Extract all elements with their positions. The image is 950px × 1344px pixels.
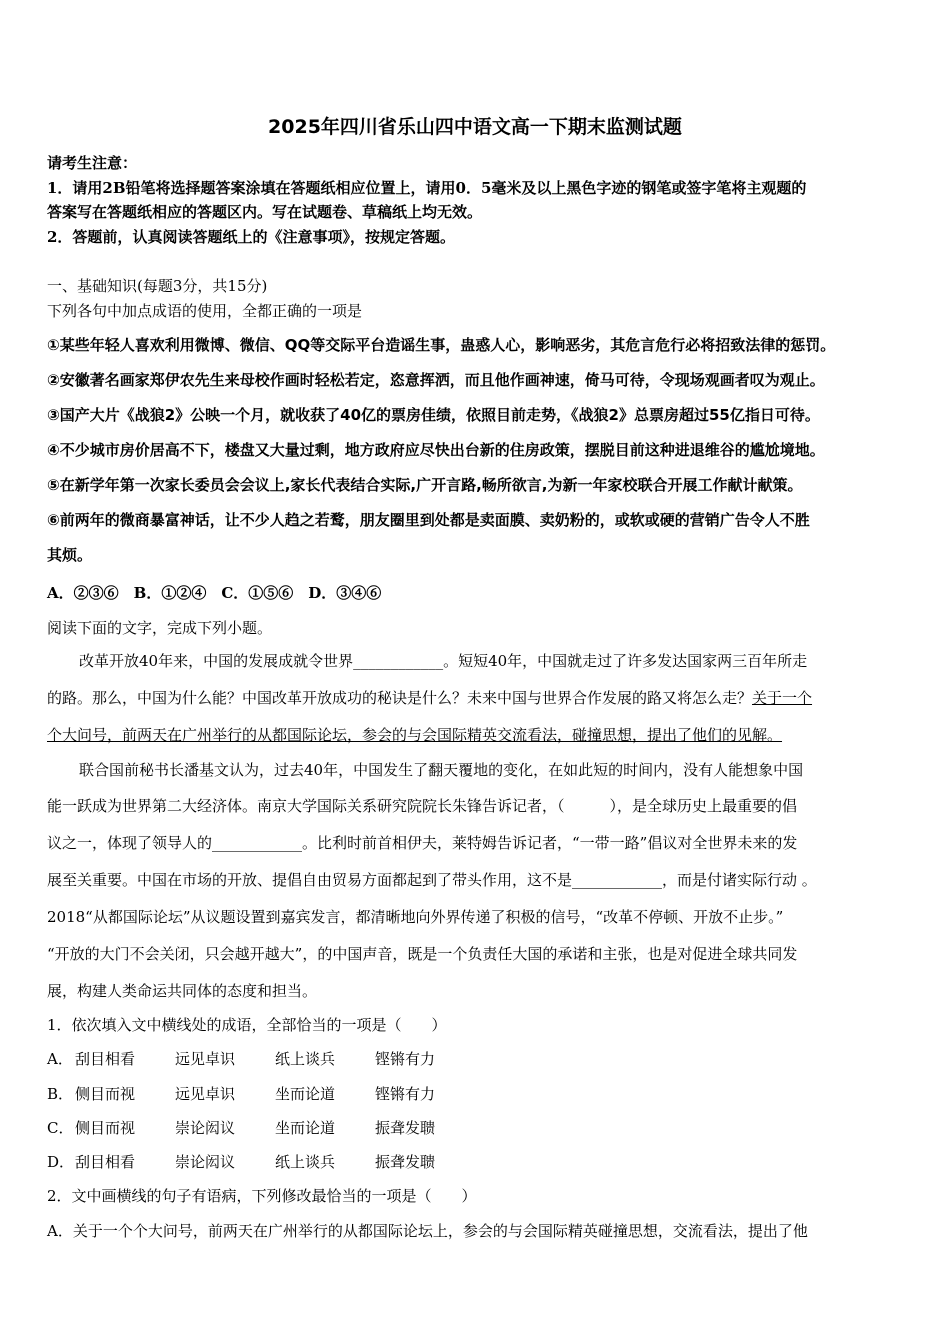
question-1-option-c bbox=[47, 1117, 475, 1139]
notice-item-2: 2．答题前，认真阅读答题纸上的《注意事项》，按规定答题。 bbox=[47, 228, 455, 246]
option-idiom: 远见卓识 bbox=[175, 1050, 236, 1068]
option-key: B． bbox=[47, 1085, 74, 1103]
option-idiom: 侧目而视 bbox=[75, 1119, 136, 1137]
option-key: D． bbox=[47, 1153, 75, 1171]
option-idiom: 纸上谈兵 bbox=[275, 1050, 336, 1068]
option-idiom: 铿锵有力 bbox=[375, 1085, 436, 1103]
option-idiom: 坐而论道 bbox=[275, 1119, 336, 1137]
reading-instruction: 阅读下面的文字，完成下列小题。 bbox=[47, 619, 273, 637]
question-1-option-a bbox=[47, 1048, 475, 1070]
option-idiom: 崇论闳议 bbox=[175, 1153, 236, 1171]
sentence-3: ③国产大片《战狼2》公映一个月，就收获了40亿的票房佳绩，依照目前走势，《战狼2》总票房超过55亿指日可待。 bbox=[47, 406, 820, 424]
sentence-6-line-1: ⑥前两年的微商暴富神话，让不少人趋之若鹜，朋友圈里到处都是卖面膜、卖奶粉的，或软或硬的营销广告令人不胜 bbox=[47, 511, 810, 529]
passage-p1-line-2 bbox=[47, 687, 812, 709]
option-idiom: 振聋发聩 bbox=[375, 1153, 436, 1171]
option-idiom: 刮目相看 bbox=[75, 1050, 136, 1068]
passage-p2-line-6: “开放的大门不会关闭，只会越开越大”，的中国声音，既是一个负责任大国的承诺和主张，也是对促进全球共同发 bbox=[47, 945, 798, 963]
option-idiom: 振聋发聩 bbox=[375, 1119, 436, 1137]
page-title: 2025年四川省乐山四中语文高一下期末监测试题 bbox=[268, 116, 682, 138]
notice-item-1-line-1: 1．请用2B铅笔将选择题答案涂填在答题纸相应位置上，请用0．5毫米及以上黑色字迹的钢笔或签字笔将主观题的 bbox=[47, 179, 807, 197]
notice-item-1-line-2: 答案写在答题纸相应的答题区内。写在试题卷、草稿纸上均无效。 bbox=[47, 203, 483, 221]
option-idiom: 铿锵有力 bbox=[375, 1050, 436, 1068]
passage-p2-line-2: 能一跃成为世界第二大经济体。南京大学国际关系研究院院长朱锋告诉记者，（ ），是全球历史上最重要的倡 bbox=[47, 797, 798, 815]
passage-p2-line-5: 2018“从都国际论坛”从议题设置到嘉宾发言，都清晰地向外界传递了积极的信号，“改革不停顿、开放不止步。” bbox=[47, 908, 784, 926]
sentence-5: ⑤在新学年第一次家长委员会会议上,家长代表结合实际,广开言路,畅所欲言,为新一年家校联合开展工作献计献策。 bbox=[47, 476, 803, 494]
option-idiom: 纸上谈兵 bbox=[275, 1153, 336, 1171]
option-idiom: 崇论闳议 bbox=[175, 1119, 236, 1137]
question-1-option-b bbox=[47, 1083, 475, 1105]
notice-heading: 请考生注意： bbox=[47, 154, 138, 172]
sentence-4: ④不少城市房价居高不下，楼盘又大量过剩，地方政府应尽快出台新的住房政策，摆脱目前这种进退维谷的尴尬境地。 bbox=[47, 441, 825, 459]
question-2-stem: 2．文中画横线的句子有语病，下列修改最恰当的一项是（ ） bbox=[47, 1187, 477, 1205]
question-1-stem: 1．依次填入文中横线处的成语，全部恰当的一项是（ ） bbox=[47, 1016, 447, 1034]
option-idiom: 刮目相看 bbox=[75, 1153, 136, 1171]
passage-p2-line-7: 展，构建人类命运共同体的态度和担当。 bbox=[47, 982, 318, 1000]
option-key: A． bbox=[47, 1050, 73, 1068]
option-idiom: 坐而论道 bbox=[275, 1085, 336, 1103]
passage-p2-line-1: 联合国前秘书长潘基文认为，过去40年，中国发生了翻天覆地的变化，在如此短的时间内，没有人能想象中国 bbox=[79, 761, 804, 779]
passage-p1-line-2-text: 的路。那么，中国为什么能？中国改革开放成功的秘诀是什么？未来中国与世界合作发展的路又将怎么走？ bbox=[47, 689, 753, 707]
passage-p2-line-4: 展至关重要。中国在市场的开放、提倡自由贸易方面都起到了带头作用，这不是____________，而是付诸实际行动 。 bbox=[47, 871, 817, 889]
option-key: C． bbox=[47, 1119, 74, 1137]
sentence-2: ②安徽著名画家郑伊农先生来母校作画时轻松若定，恣意挥洒，而且他作画神速，倚马可待，令现场观画者叹为观止。 bbox=[47, 371, 825, 389]
question-1-option-d bbox=[47, 1151, 475, 1173]
passage-p2-line-3: 议之一，体现了领导人的____________。比利时前首相伊夫，莱特姆告诉记者，“一带一路”倡议对全世界未来的发 bbox=[47, 834, 798, 852]
passage-p1-line-1: 改革开放40年来，中国的发展成就令世界____________。短短40年，中国就走过了许多发达国家两三百年所走 bbox=[79, 652, 808, 670]
sentence-6-line-2: 其烦。 bbox=[47, 546, 93, 564]
option-idiom: 侧目而视 bbox=[75, 1085, 136, 1103]
section-heading: 一、基础知识(每题3分，共15分) bbox=[47, 277, 268, 295]
underlined-sentence-start: 关于一个 bbox=[752, 689, 813, 707]
underlined-sentence-end: 个大问号，前两天在广州举行的从都国际论坛，参会的与会国际精英交流看法，碰撞思想，提出了他们的见解。 bbox=[47, 726, 783, 744]
sentence-1: ①某些年轻人喜欢利用微博、微信、QQ等交际平台造谣生事，蛊惑人心，影响恶劣，其危言危行必将招致法律的惩罚。 bbox=[47, 336, 836, 354]
question-stem: 下列各句中加点成语的使用，全都正确的一项是 bbox=[47, 302, 363, 320]
answer-options: A．②③⑥ B．①②④ C．①⑤⑥ D．③④⑥ bbox=[47, 584, 382, 602]
question-2-option-a: A．关于一个个大问号，前两天在广州举行的从都国际论坛上，参会的与会国际精英碰撞思想，交流看法，提出了他 bbox=[47, 1222, 808, 1240]
option-idiom: 远见卓识 bbox=[175, 1085, 236, 1103]
